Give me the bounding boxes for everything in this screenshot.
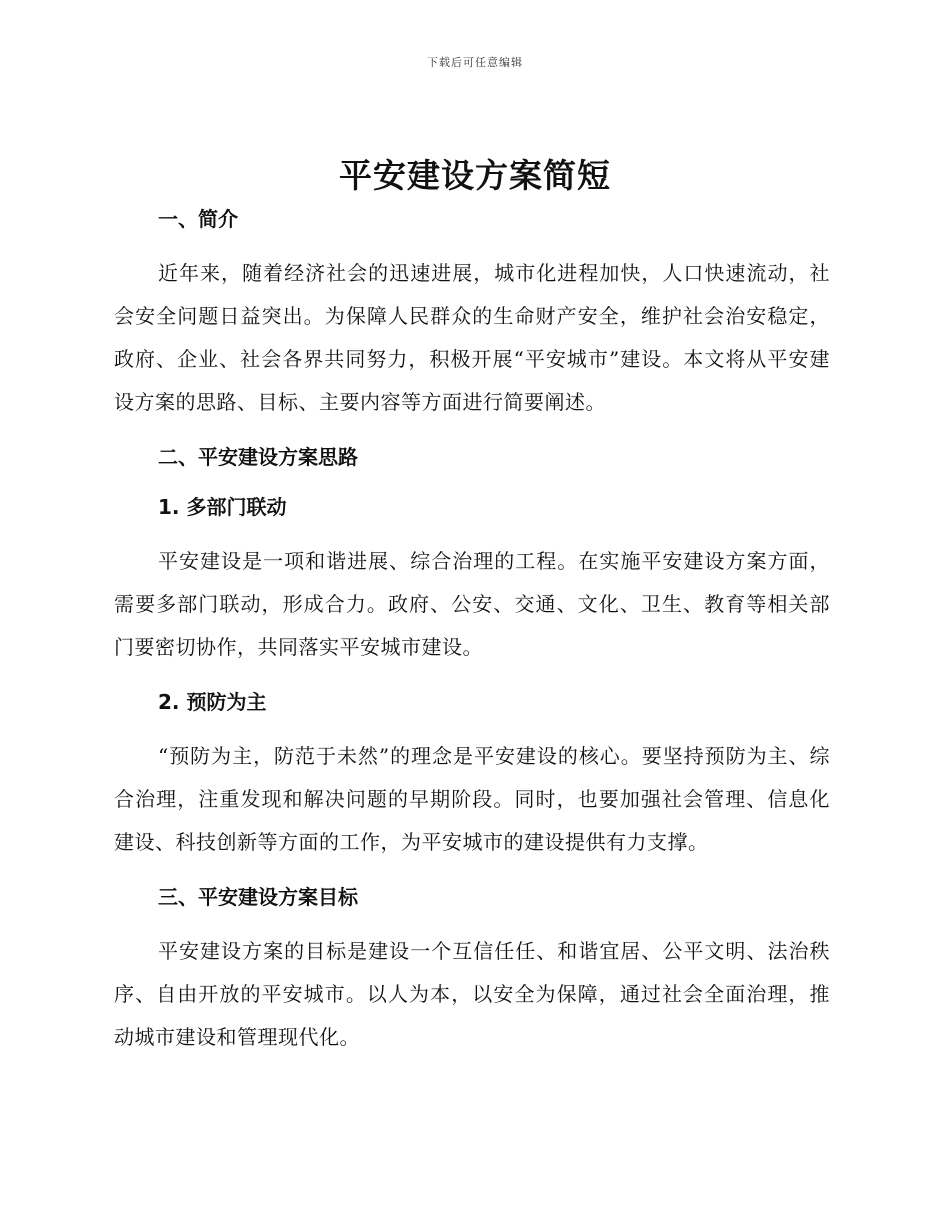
section-heading-approach: 二、平安建设方案思路	[158, 445, 358, 469]
section-heading-goals: 三、平安建设方案目标	[158, 885, 358, 909]
subsection-heading-prevention: 2. 预防为主	[158, 690, 267, 714]
paragraph-multi-department: 平安建设是一项和谐进展、综合治理的工程。在实施平安建设方案方面，需要多部门联动，形成合力。政府、公安、交通、文化、卫生、教育等相关部门要密切协作，共同落实平安城市建设。	[114, 549, 830, 659]
paragraph-prevention: “预防为主，防范于未然”的理念是平安建设的核心。要坚持预防为主、综合治理，注重发现和解决问题的早期阶段。同时，也要加强社会管理、信息化建设、科技创新等方面的工作，为平安城市的建设提供有力支撑。	[114, 744, 830, 854]
document-title: 平安建设方案简短	[339, 156, 611, 195]
document-body	[114, 202, 830, 1059]
section-heading-intro: 一、简介	[158, 207, 238, 231]
paragraph-intro: 近年来，随着经济社会的迅速进展，城市化进程加快，人口快速流动，社会安全问题日益突出。为保障人民群众的生命财产安全，维护社会治安稳定，政府、企业、社会各界共同努力，积极开展“平安城市”建设。本文将从平安建设方案的思路、目标、主要内容等方面进行简要阐述。	[114, 261, 830, 414]
page-header-note: 下载后可任意编辑	[427, 56, 523, 69]
subsection-heading-multi-department: 1. 多部门联动	[158, 495, 287, 519]
paragraph-goals: 平安建设方案的目标是建设一个互信任任、和谐宜居、公平文明、法治秩序、自由开放的平安城市。以人为本，以安全为保障，通过社会全面治理，推动城市建设和管理现代化。	[114, 939, 830, 1049]
